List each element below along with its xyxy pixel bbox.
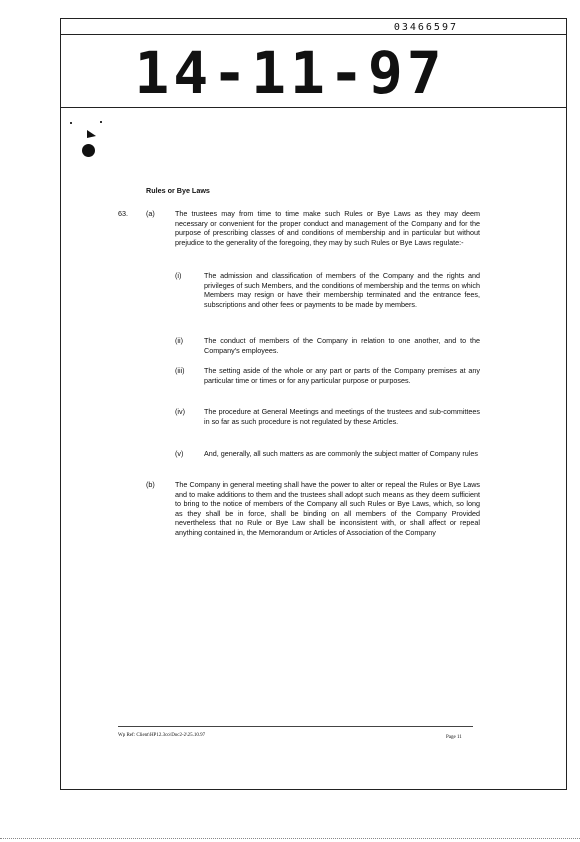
clause-a-text: The trustees may from time to time make such Rules or Bye Laws as they may deem necessary or convenient for the proper conduct and management of the Company and for the purpose of prescribing classes of and conditions of membership and in particular but without prejudice to the generality of the foregoing, they may by such Rules or Bye Laws regulate:- (175, 209, 480, 247)
document-frame (60, 18, 567, 790)
article-number: 63. (118, 209, 128, 218)
item-label: (ii) (175, 336, 183, 345)
section-heading: Rules or Bye Laws (146, 186, 210, 195)
scan-edge-line (0, 838, 580, 840)
item-label: (i) (175, 271, 182, 280)
page-number: Page 11 (446, 735, 462, 740)
hole-punch-icon (82, 144, 95, 157)
item-text: The procedure at General Meetings and meetings of the trustees and sub-committees in so far as such procedure is not regulated by these Articles. (204, 407, 480, 426)
footer-rule (118, 726, 473, 727)
item-text: And, generally, all such matters as are commonly the subject matter of Company rules (204, 449, 478, 458)
item-label: (iv) (175, 407, 185, 416)
arrow-marker-icon (86, 128, 98, 140)
item-text: The setting aside of the whole or any part or parts of the Company premises at any particular time or times or for any particular purpose or purposes. (204, 366, 480, 385)
clause-b-label: (b) (146, 480, 155, 489)
item-label: (v) (175, 449, 184, 458)
scan-dot (70, 122, 72, 124)
scan-dot (100, 121, 102, 123)
document-number: 03466597 (393, 22, 458, 33)
clause-a-label: (a) (146, 209, 155, 218)
item-text: The admission and classification of members of the Company and the rights and privileges of such Members, and the conditions of membership and the terms on which Members may resign or have their membership terminated and the entrance fees, subscriptions and other fees or payments to be made by members. (204, 271, 480, 309)
item-text: The conduct of members of the Company in relation to one another, and to the Company's employees. (204, 336, 480, 355)
footer-reference: Wp Ref: Client\HP12.3co\Doc2-2\25.10.97 (118, 733, 206, 738)
date-stamp: 14-11-97 (134, 39, 446, 107)
item-label: (iii) (175, 366, 185, 375)
clause-b-text: The Company in general meeting shall have the power to alter or repeal the Rules or Bye Laws and to make additions to them and the trustees shall adopt such means as they deem sufficient to bring to the notice of members of the Company all such Rules or Bye Laws, which, so long as they shall be in force, shall be binding on all members of the Company Provided nevertheless that no Rule or Bye Law shall be inconsistent with, or shall affect or repeal anything contained in, the Memorandum or Articles of Association of the Company (175, 480, 480, 537)
stamp-divider (60, 34, 567, 35)
